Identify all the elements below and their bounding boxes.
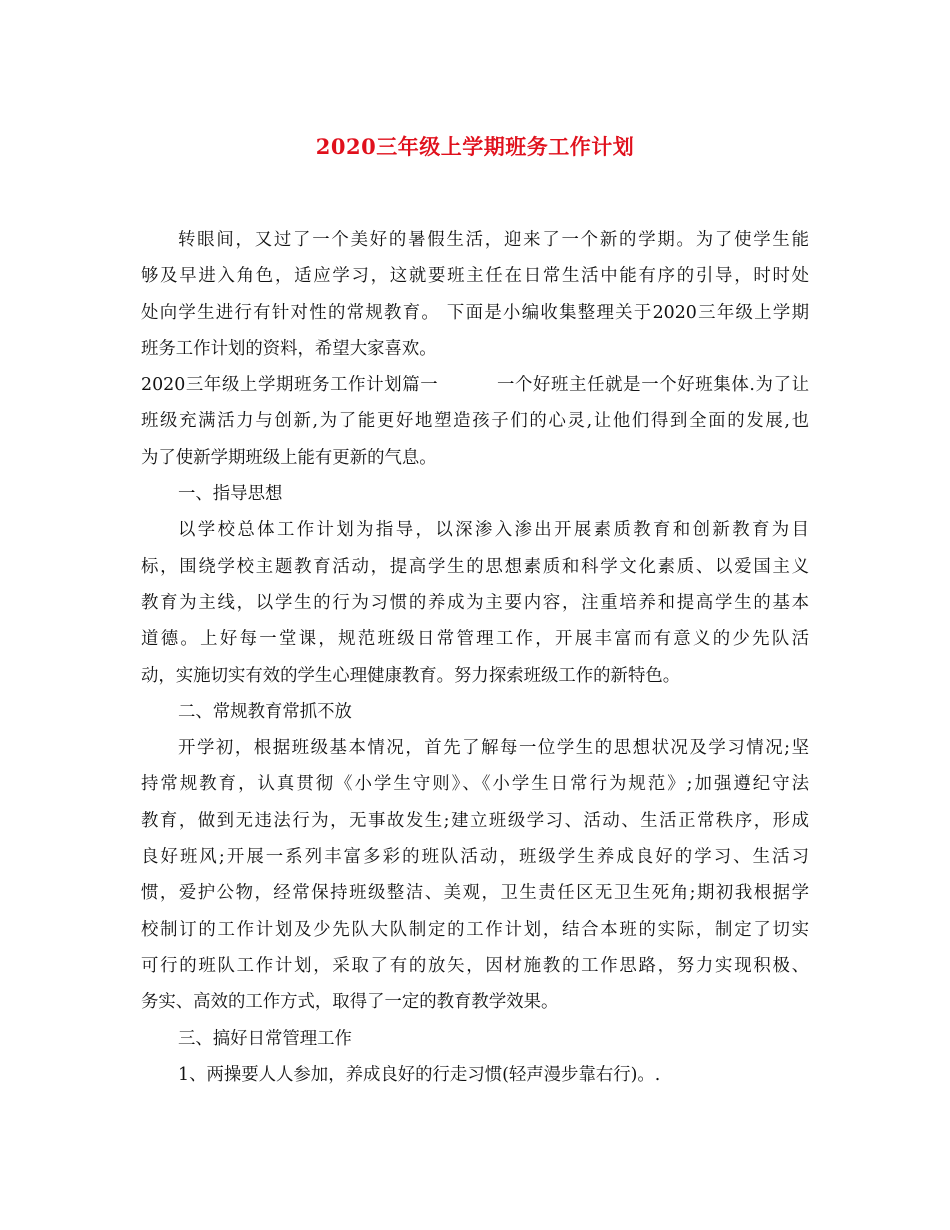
paragraph-text: 一个好班主任就是一个好班集体.为了让 [496,375,810,396]
section-heading: 三、搞好日常管理工作 [178,1028,352,1049]
paragraph-line: 道德。上好每一堂课，规范班级日常管理工作，开展丰富而有意义的少先队活 [141,629,809,650]
paragraph-line: 良好班风;开展一系列丰富多彩的班队活动，班级学生养成良好的学习、生活习 [141,847,809,868]
paragraph-line: 转眼间，又过了一个美好的暑假生活，迎来了一个新的学期。为了使学生能 [178,230,809,250]
section-heading: 一、指导思想 [178,484,283,505]
paragraph-line: 为了使新学期班级上能有更新的气息。 [141,447,437,468]
paragraph-line: 够及早进入角色，适应学习，这就要班主任在日常生活中能有序的引导，时时处 [141,266,809,287]
document-body [141,222,809,1093]
paragraph-line: 教育为主线，以学生的行为习惯的养成为主要内容，注重培养和提高学生的基本 [141,592,809,613]
paragraph-line: 务实、高效的工作方式，取得了一定的教育教学效果。 [141,992,559,1013]
section-heading-text: 2020三年级上学期班务工作计划篇一 [141,375,439,396]
paragraph-line: 标，围绕学校主题教育活动，提高学生的思想素质和科学文化素质、以爱国主义 [141,556,809,577]
section-heading: 二、常规教育常抓不放 [178,701,352,722]
paragraph-line: 校制订的工作计划及少先队大队制定的工作计划，结合本班的实际，制定了切实 [141,919,809,940]
paragraph-line: 1、两操要人人参加，养成良好的行走习惯(轻声漫步靠右行)。. [178,1064,661,1085]
paragraph-line [141,367,809,403]
paragraph-line: 开学初，根据班级基本情况，首先了解每一位学生的思想状况及学习情况;坚 [178,738,809,759]
document-title: 2020三年级上学期班务工作计划 [315,134,635,159]
paragraph-line: 以学校总体工作计划为指导，以深渗入渗出开展素质教育和创新教育为目 [178,520,809,541]
paragraph-line: 处向学生进行有针对性的常规教育。 下面是小编收集整理关于2020三年级上学期 [141,302,809,323]
paragraph-line: 班务工作计划的资料，希望大家喜欢。 [141,338,437,359]
paragraph-line: 惯，爱护公物，经常保持班级整洁、美观，卫生责任区无卫生死角;期初我根据学 [141,883,809,904]
paragraph-line: 教育，做到无违法行为，无事故发生;建立班级学习、活动、生活正常秩序，形成 [141,810,809,831]
paragraph-line: 动，实施切实有效的学生心理健康教育。努力探索班级工作的新特色。 [141,665,681,686]
paragraph-line: 班级充满活力与创新,为了能更好地塑造孩子们的心灵,让他们得到全面的发展,也 [141,411,809,432]
paragraph-line: 可行的班队工作计划，采取了有的放矢，因材施教的工作思路，努力实现积极、 [141,955,809,976]
paragraph-line: 持常规教育，认真贯彻《小学生守则》、《小学生日常行为规范》;加强遵纪守法 [141,774,809,795]
